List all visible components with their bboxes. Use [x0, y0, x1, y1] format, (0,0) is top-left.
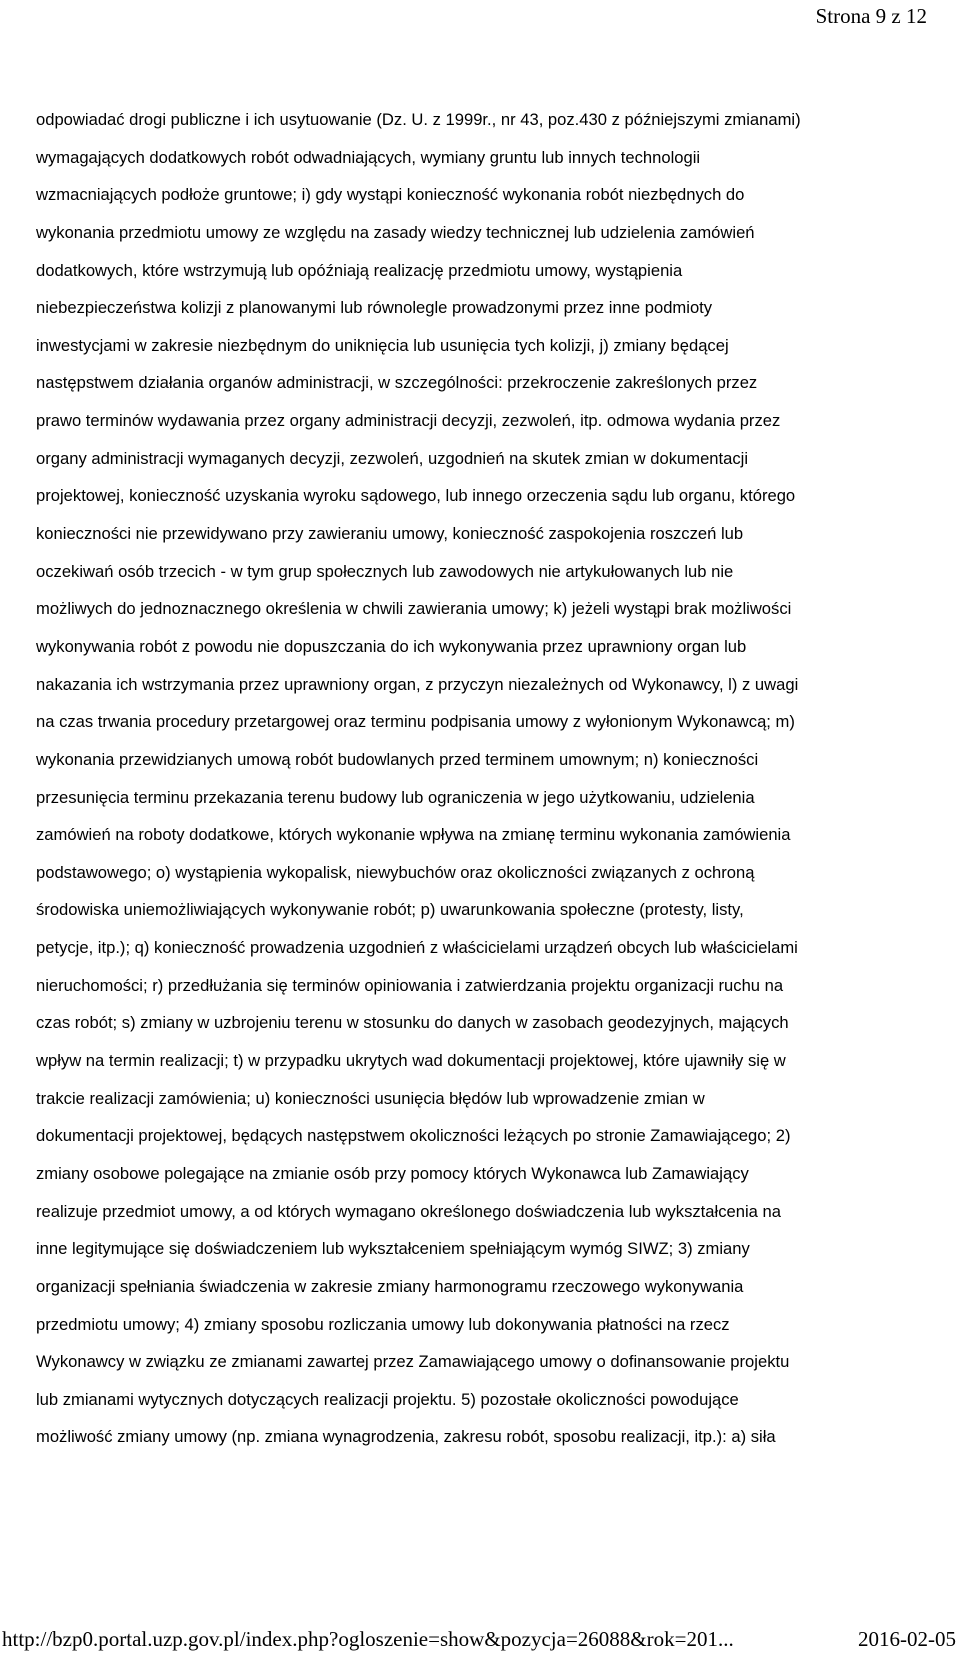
text-line: na czas trwania procedury przetargowej oraz terminu podpisania umowy z wyłonionym Wykonawcą; m) — [36, 712, 795, 732]
text-line: organizacji spełniania świadczenia w zakresie zmiany harmonogramu rzeczowego wykonywania — [36, 1276, 744, 1296]
text-line: wzmacniających podłoże gruntowe; i) gdy wystąpi konieczność wykonania robót niezbędnych do — [36, 185, 745, 205]
page-footer — [0, 1626, 960, 1652]
text-line: następstwem działania organów administracji, w szczególności: przekroczenie zakreślonych przez — [36, 373, 758, 393]
text-line: inwestycjami w zakresie niezbędnym do uniknięcia lub usunięcia tych kolizji, j) zmiany będącej — [36, 335, 729, 355]
footer-date: 2016-02-05 — [858, 1627, 956, 1651]
text-line: przedmiotu umowy; 4) zmiany sposobu rozliczania umowy lub dokonywania płatności na rzecz — [36, 1314, 730, 1334]
text-line: możliwych do jednoznacznego określenia w chwili zawierania umowy; k) jeżeli wystąpi brak możliwości — [36, 599, 792, 619]
text-line: odpowiadać drogi publiczne i ich usytuowanie (Dz. U. z 1999r., nr 43, poz.430 z późniejszymi zmianami) — [36, 110, 801, 129]
text-line: zmiany osobowe polegające na zmianie osób przy pomocy których Wykonawca lub Zamawiający — [36, 1163, 749, 1183]
text-line: Wykonawcy w związku ze zmianami zawartej przez Zamawiającego umowy o dofinansowanie projektu — [36, 1352, 790, 1372]
text-line: petycje, itp.); q) konieczność prowadzenia uzgodnień z właścicielami urządzeń obcych lub właścicielami — [36, 938, 798, 958]
text-line: wykonania przewidzianych umową robót budowlanych przed terminem umownym; n) konieczności — [36, 749, 759, 769]
text-line: nieruchomości; r) przedłużania się terminów opiniowania i zatwierdzania projektu organizacji ruchu na — [36, 975, 784, 995]
text-line: oczekiwań osób trzecich - w tym grup społecznych lub zawodowych nie artykułowanych lub nie — [36, 561, 734, 581]
text-line: konieczności nie przewidywano przy zawieraniu umowy, konieczność zaspokojenia roszczeń lub — [36, 524, 744, 544]
text-line: realizuje przedmiot umowy, a od których wymagano określonego doświadczenia lub wykształcenia na — [36, 1201, 781, 1221]
text-line: nakazania ich wstrzymania przez uprawniony organ, z przyczyn niezależnych od Wykonawcy, l) z uwagi — [36, 674, 799, 694]
text-line: prawo terminów wydawania przez organy administracji decyzji, zezwoleń, itp. odmowa wydania przez — [36, 411, 781, 431]
text-line: wykonywania robót z powodu nie dopuszczania do ich wykonywania przez uprawniony organ lub — [36, 636, 747, 656]
page-number: Strona 9 z 12 — [815, 4, 927, 28]
text-line: niebezpieczeństwa kolizji z planowanymi lub równolegle prowadzonymi przez inne podmioty — [36, 298, 713, 318]
text-line: przesunięcia terminu przekazania terenu budowy lub ograniczenia w jego użytkowaniu, udzielenia — [36, 787, 755, 807]
text-line: organy administracji wymaganych decyzji, zezwoleń, uzgodnień na skutek zmian w dokumentacji — [36, 448, 749, 468]
text-line: projektowej, konieczność uzyskania wyroku sądowego, lub innego orzeczenia sądu lub organu, którego — [36, 486, 796, 506]
document-body — [36, 101, 941, 1456]
text-line: wpływ na termin realizacji; t) w przypadku ukrytych wad dokumentacji projektowej, które ujawniły się w — [36, 1051, 786, 1071]
text-line: dodatkowych, które wstrzymują lub opóźniają realizację przedmiotu umowy, wystąpienia — [36, 260, 683, 280]
text-line: wymagających dodatkowych robót odwadniających, wymiany gruntu lub innych technologii — [36, 147, 701, 167]
text-line: dokumentacji projektowej, będących następstwem okoliczności leżących po stronie Zamawiającego; 2) — [36, 1126, 791, 1146]
text-line: wykonania przedmiotu umowy ze względu na zasady wiedzy technicznej lub udzielenia zamówień — [36, 222, 755, 242]
text-line: zamówień na roboty dodatkowe, których wykonanie wpływa na zmianę terminu wykonania zamówienia — [36, 825, 791, 845]
text-line: możliwość zmiany umowy (np. zmiana wynagrodzenia, zakresu robót, sposobu realizacji, itp.): a) siła — [36, 1427, 776, 1447]
text-line: inne legitymujące się doświadczeniem lub wykształceniem spełniającym wymóg SIWZ; 3) zmiany — [36, 1239, 750, 1259]
text-line: czas robót; s) zmiany w uzbrojeniu terenu w stosunku do danych w zasobach geodezyjnych, mających — [36, 1013, 789, 1033]
text-line: trakcie realizacji zamówienia; u) konieczności usunięcia błędów lub wprowadzenie zmian w — [36, 1088, 705, 1108]
text-line: środowiska uniemożliwiających wykonywanie robót; p) uwarunkowania społeczne (protesty, listy, — [36, 900, 744, 920]
text-line: podstawowego; o) wystąpienia wykopalisk, niewybuchów oraz okoliczności związanych z ochroną — [36, 862, 755, 882]
text-line: lub zmianami wytycznych dotyczących realizacji projektu. 5) pozostałe okoliczności powodujące — [36, 1389, 739, 1409]
footer-url: http://bzp0.portal.uzp.gov.pl/index.php?ogloszenie=show&pozycja=26088&rok=201... — [2, 1627, 734, 1651]
